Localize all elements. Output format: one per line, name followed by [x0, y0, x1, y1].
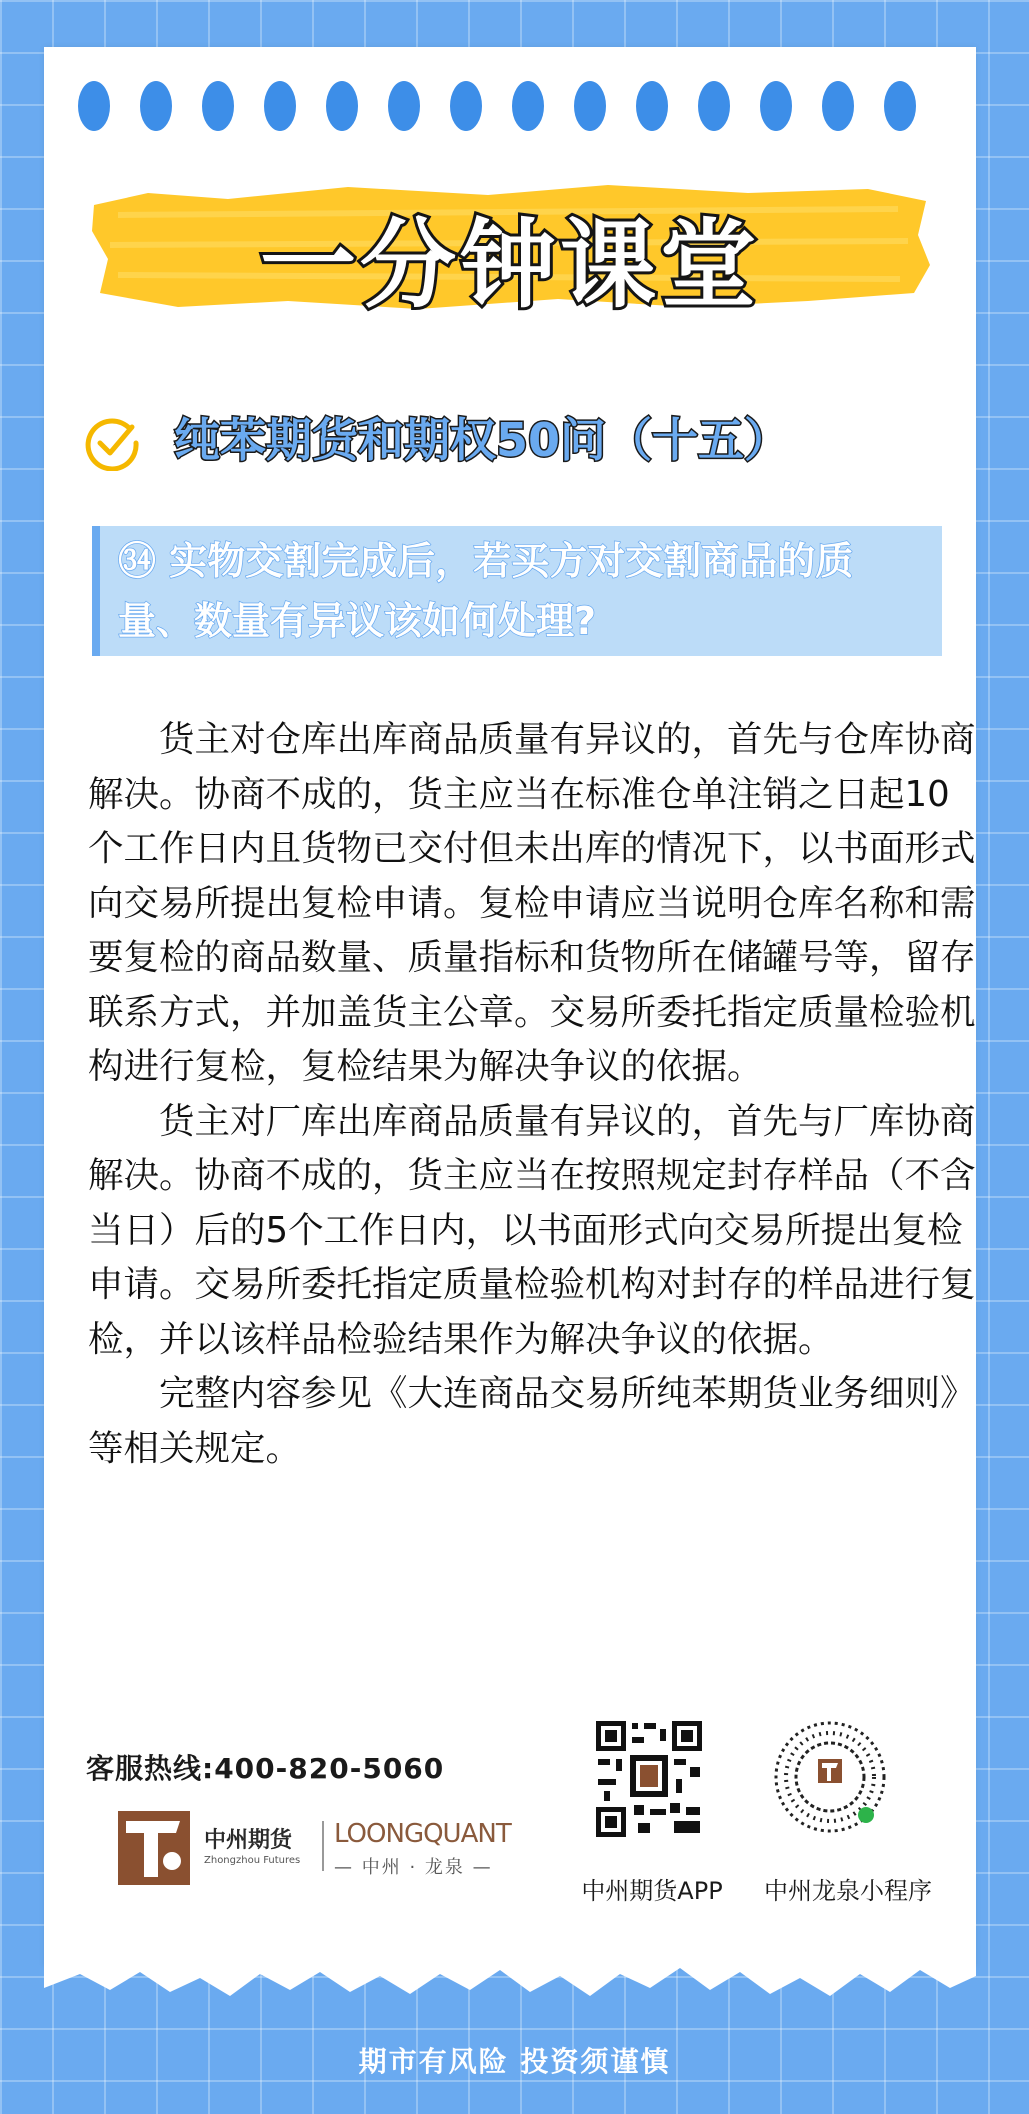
partner-logo: LOONGQUANT — [334, 1819, 511, 1849]
company-logo-icon — [118, 1811, 190, 1885]
question-number: ㉞ — [118, 539, 157, 583]
page-title: 一分钟课堂 — [260, 209, 760, 321]
hotline-text: 客服热线:400-820-5060 — [86, 1752, 445, 1785]
qr-code-icon — [594, 1719, 704, 1839]
subtitle: 纯苯期货和期权50问（十五） — [174, 413, 791, 467]
logo-en: Zhongzhou Futures — [204, 1855, 301, 1866]
risk-disclaimer: 期市有风险 投资须谨慎 — [358, 2045, 671, 2078]
logo-divider — [322, 1821, 324, 1871]
content-card — [44, 47, 976, 1967]
answer-paragraph-3: 完整内容参见《大连商品交易所纯苯期货业务细则》等相关规定。 — [88, 1373, 976, 1469]
qr-app-caption: 中州期货APP — [581, 1877, 723, 1905]
answer-paragraph-1: 货主对仓库出库商品质量有异议的，首先与仓库协商解决。协商不成的，货主应当在标准仓单注销之日起10个工作日内且货物已交付但未出库的情况下，以书面形式向交易所提出复检申请。复检申请应当说明仓库名称和需要复检的商品数量、质量指标和货物所在储罐号等，留存联系方式，并加盖货主公章。交易所委托指定质量检验机构进行复检，复检结果为解决争议的依据。 — [88, 719, 976, 1087]
question-text — [118, 531, 918, 651]
answer-body — [88, 713, 976, 1476]
logo-cn: 中州期货 — [204, 1828, 293, 1853]
question-body: 实物交割完成后，若买方对交割商品的质量、数量有异议该如何处理? — [118, 539, 854, 643]
torn-paper-edge — [0, 1930, 1029, 2030]
qr-mini-caption: 中州龙泉小程序 — [764, 1877, 932, 1905]
check-circle-icon — [84, 415, 140, 471]
partner-logo-sub: — 中州 · 龙泉 — — [334, 1857, 493, 1878]
company-logo — [118, 1811, 511, 1891]
notebook-holes — [78, 81, 942, 133]
mini-program-code-icon — [772, 1719, 888, 1835]
answer-paragraph-2: 货主对厂库出库商品质量有异议的，首先与厂库协商解决。协商不成的，货主应当在按照规定封存样品（不含当日）后的5个工作日内，以书面形式向交易所提出复检申请。交易所委托指定质量检验机构对封存的样品进行复检，并以该样品检验结果作为解决争议的依据。 — [88, 1100, 976, 1360]
